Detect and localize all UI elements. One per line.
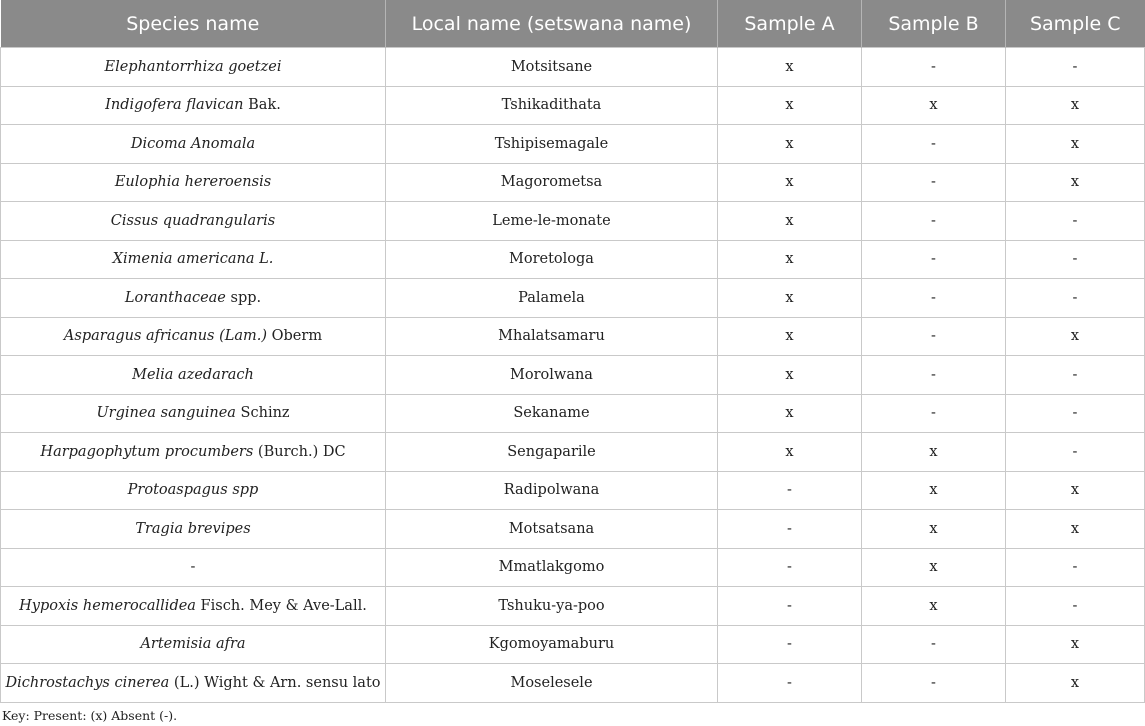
table-row <box>1 664 1145 703</box>
table-row <box>1 471 1145 510</box>
local-name-cell: Magorometsa <box>386 163 718 202</box>
sample-c-cell: x <box>1006 125 1145 164</box>
species-scientific-name: Asparagus africanus (Lam.) <box>63 328 268 345</box>
local-name-cell: Mhalatsamaru <box>386 317 718 356</box>
local-name-cell: Morolwana <box>386 356 718 395</box>
sample-b-cell: x <box>862 587 1006 626</box>
sample-a-cell: - <box>718 548 862 587</box>
sample-b-cell: - <box>862 356 1006 395</box>
species-scientific-name: Dicoma Anomala <box>130 135 256 152</box>
species-authority: - <box>190 559 196 576</box>
header-local-name: Local name (setswana name) <box>386 0 718 48</box>
species-name-cell <box>1 625 386 664</box>
sample-a-cell: x <box>718 317 862 356</box>
species-scientific-name: Urginea sanguinea <box>96 405 236 422</box>
table-body <box>1 48 1145 703</box>
table-row <box>1 394 1145 433</box>
sample-c-cell: - <box>1006 548 1145 587</box>
table-row <box>1 240 1145 279</box>
species-scientific-name: Tragia brevipes <box>135 520 251 537</box>
sample-a-cell: - <box>718 510 862 549</box>
sample-b-cell: - <box>862 394 1006 433</box>
sample-c-cell: x <box>1006 317 1145 356</box>
table-row <box>1 48 1145 87</box>
local-name-cell: Tshuku-ya-poo <box>386 587 718 626</box>
local-name-cell: Radipolwana <box>386 471 718 510</box>
species-name-cell <box>1 279 386 318</box>
species-name-cell <box>1 471 386 510</box>
sample-c-cell: - <box>1006 240 1145 279</box>
species-scientific-name: Indigofera flavican <box>105 97 244 114</box>
species-scientific-name: Artemisia afra <box>140 636 246 653</box>
table-key-note: Key: Present: (x) Absent (-). <box>2 708 178 723</box>
species-authority: Oberm <box>267 328 323 345</box>
local-name-cell: Tshipisemagale <box>386 125 718 164</box>
sample-b-cell: - <box>862 664 1006 703</box>
species-scientific-name: Loranthaceae <box>124 289 226 306</box>
table-row <box>1 433 1145 472</box>
sample-a-cell: - <box>718 587 862 626</box>
local-name-cell: Sengaparile <box>386 433 718 472</box>
sample-b-cell: - <box>862 279 1006 318</box>
sample-a-cell: x <box>718 163 862 202</box>
species-name-cell <box>1 394 386 433</box>
species-name-cell <box>1 202 386 241</box>
local-name-cell: Moselesele <box>386 664 718 703</box>
species-scientific-name: Ximenia americana L. <box>112 251 274 268</box>
sample-b-cell: - <box>862 317 1006 356</box>
table-row <box>1 587 1145 626</box>
sample-c-cell: x <box>1006 86 1145 125</box>
sample-a-cell: - <box>718 664 862 703</box>
species-name-cell <box>1 548 386 587</box>
species-authority: Bak. <box>243 97 281 114</box>
sample-a-cell: x <box>718 356 862 395</box>
species-name-cell <box>1 240 386 279</box>
header-sample-b: Sample B <box>862 0 1006 48</box>
species-authority: (L.) Wight & Arn. sensu lato <box>169 674 381 691</box>
sample-c-cell: - <box>1006 356 1145 395</box>
sample-c-cell: x <box>1006 664 1145 703</box>
sample-b-cell: x <box>862 86 1006 125</box>
species-name-cell <box>1 48 386 87</box>
sample-b-cell: x <box>862 510 1006 549</box>
sample-c-cell: - <box>1006 279 1145 318</box>
sample-c-cell: - <box>1006 433 1145 472</box>
species-scientific-name: Hypoxis hemerocallidea <box>19 597 196 614</box>
species-name-cell <box>1 433 386 472</box>
species-scientific-name: Protoaspagus spp <box>127 482 259 499</box>
table-row <box>1 202 1145 241</box>
sample-c-cell: x <box>1006 471 1145 510</box>
sample-c-cell: x <box>1006 163 1145 202</box>
table-row <box>1 279 1145 318</box>
sample-b-cell: - <box>862 163 1006 202</box>
species-name-cell <box>1 587 386 626</box>
species-authority: (Burch.) DC <box>253 443 346 460</box>
species-name-cell <box>1 510 386 549</box>
sample-b-cell: - <box>862 202 1006 241</box>
table-row <box>1 356 1145 395</box>
sample-a-cell: x <box>718 279 862 318</box>
species-authority: Fisch. Mey & Ave-Lall. <box>195 597 367 614</box>
header-sample-c: Sample C <box>1006 0 1145 48</box>
table-row <box>1 86 1145 125</box>
species-scientific-name: Elephantorrhiza goetzei <box>104 58 282 75</box>
species-name-cell <box>1 356 386 395</box>
sample-b-cell: - <box>862 240 1006 279</box>
species-name-cell <box>1 125 386 164</box>
table-row <box>1 625 1145 664</box>
sample-a-cell: x <box>718 394 862 433</box>
sample-a-cell: - <box>718 471 862 510</box>
table-row <box>1 510 1145 549</box>
local-name-cell: Tshikadithata <box>386 86 718 125</box>
species-name-cell <box>1 317 386 356</box>
species-scientific-name: Harpagophytum procumbers <box>40 443 254 460</box>
sample-a-cell: - <box>718 625 862 664</box>
sample-b-cell: - <box>862 125 1006 164</box>
species-scientific-name: Cissus quadrangularis <box>110 212 276 229</box>
local-name-cell: Palamela <box>386 279 718 318</box>
sample-b-cell: - <box>862 48 1006 87</box>
species-authority: Schinz <box>235 405 290 422</box>
sample-c-cell: - <box>1006 394 1145 433</box>
species-authority: spp. <box>225 289 262 306</box>
local-name-cell: Sekaname <box>386 394 718 433</box>
header-row <box>1 0 1145 48</box>
local-name-cell: Motsatsana <box>386 510 718 549</box>
sample-c-cell: - <box>1006 202 1145 241</box>
sample-a-cell: x <box>718 202 862 241</box>
sample-c-cell: - <box>1006 587 1145 626</box>
species-name-cell <box>1 664 386 703</box>
sample-c-cell: x <box>1006 625 1145 664</box>
species-scientific-name: Melia azedarach <box>132 366 254 383</box>
species-scientific-name: Eulophia hereroensis <box>114 174 272 191</box>
header-sample-a: Sample A <box>718 0 862 48</box>
sample-c-cell: x <box>1006 510 1145 549</box>
sample-c-cell: - <box>1006 48 1145 87</box>
sample-b-cell: - <box>862 625 1006 664</box>
sample-a-cell: x <box>718 86 862 125</box>
sample-b-cell: x <box>862 433 1006 472</box>
table-row <box>1 163 1145 202</box>
sample-b-cell: x <box>862 548 1006 587</box>
local-name-cell: Moretologa <box>386 240 718 279</box>
sample-a-cell: x <box>718 48 862 87</box>
table-row <box>1 317 1145 356</box>
species-scientific-name: Dichrostachys cinerea <box>5 674 170 691</box>
sample-a-cell: x <box>718 240 862 279</box>
sample-a-cell: x <box>718 433 862 472</box>
header-species-name: Species name <box>1 0 386 48</box>
sample-a-cell: x <box>718 125 862 164</box>
local-name-cell: Mmatlakgomo <box>386 548 718 587</box>
local-name-cell: Leme-le-monate <box>386 202 718 241</box>
table-header <box>1 0 1145 48</box>
local-name-cell: Motsitsane <box>386 48 718 87</box>
local-name-cell: Kgomoyamaburu <box>386 625 718 664</box>
sample-b-cell: x <box>862 471 1006 510</box>
species-name-cell <box>1 163 386 202</box>
table-row <box>1 548 1145 587</box>
table-row <box>1 125 1145 164</box>
species-name-cell <box>1 86 386 125</box>
